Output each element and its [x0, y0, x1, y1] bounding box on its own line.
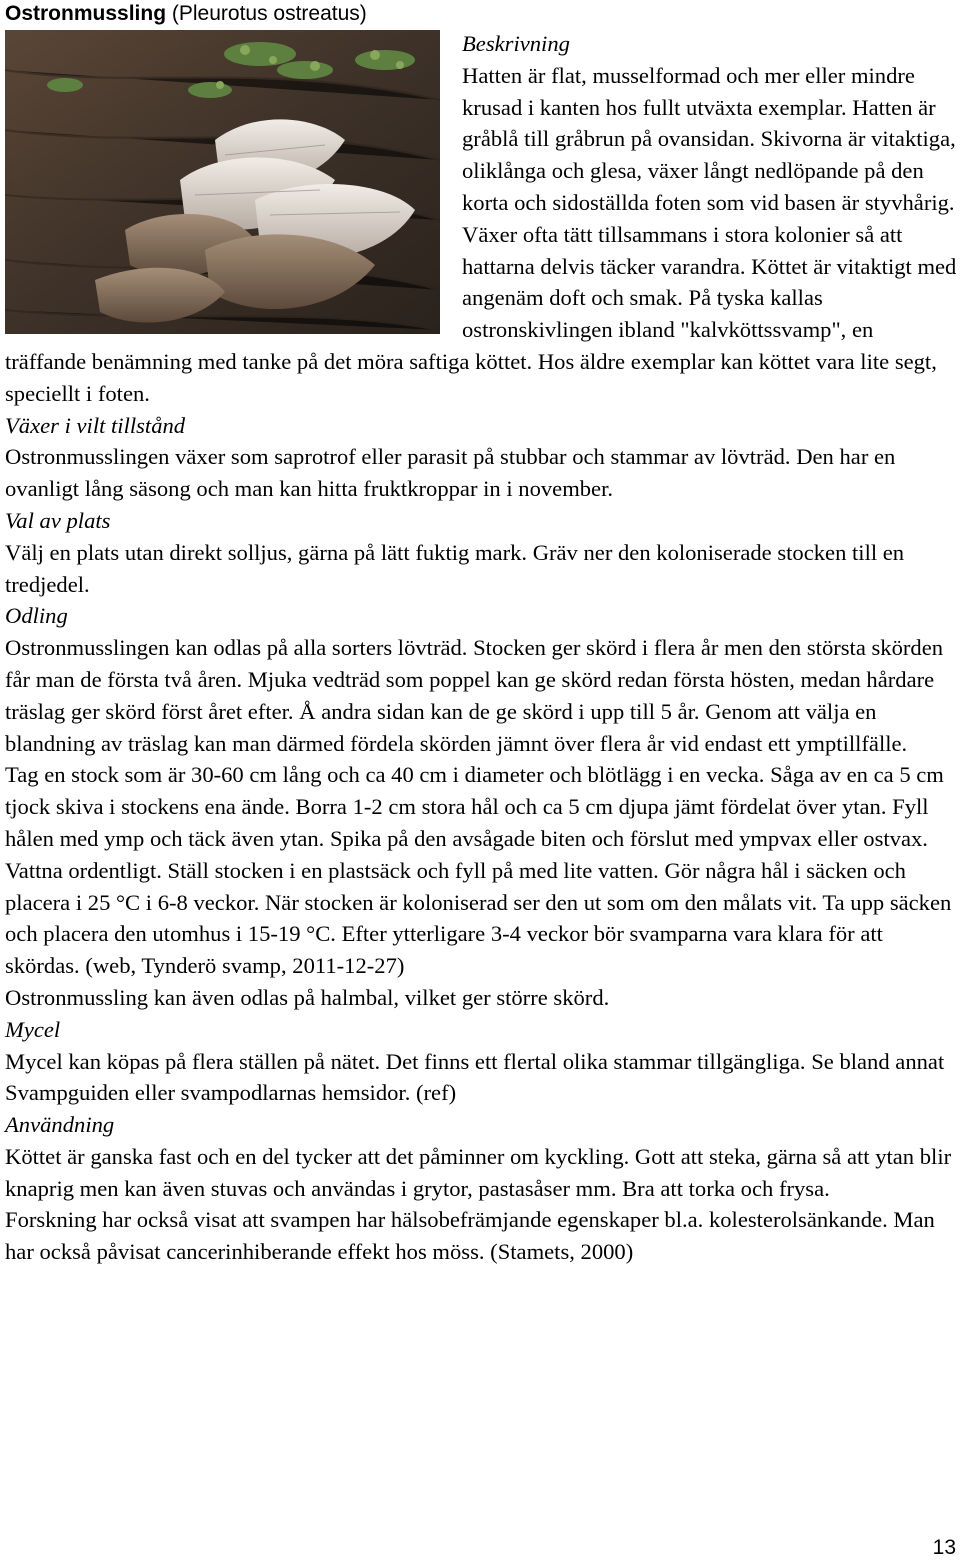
oyster-mushroom-illustration [5, 30, 440, 334]
section-anvandning [5, 1109, 957, 1268]
paragraph-odling-3: Ostronmussling kan även odlas på halmbal, vilket ger större skörd. [5, 984, 610, 1010]
document-body [5, 28, 957, 1268]
paragraph-odling-2: Tag en stock som är 30-60 cm lång och ca 40 cm i diameter och blötlägg i en vecka. Såga av en ca 5 cm tjock skiva i stockens ena ände. Borra 1-2 cm stora hål och ca 5 cm djupa jämt fördelat över ytan. Fyll hålen med ymp och täck även ytan. Spika på den avsågade biten och förslut med ympvax eller ostvax. Vattna ordentligt. Ställ stocken i en plastsäck och fyll på med lite vatten. Gör några hål i säcken och placera i 25 °C i 6-8 veckor. När stocken är koloniserad ser den ut som om den målats vit. Ta upp säcken och placera den utomhus i 15-19 °C. Efter ytterligare 3-4 veckor bör svamparna vara klara för att skördas. (web, Tynderö svamp, 2011-12-27) [5, 762, 952, 979]
paragraph-val-av-plats: Välj en plats utan direkt solljus, gärna på lätt fuktig mark. Gräv ner den koloniserade stocken till en tredjedel. [5, 539, 905, 597]
page-number: 13 [932, 1536, 956, 1559]
paragraph-mycel: Mycel kan köpas på flera ställen på nätet. Det finns ett flertal olika stammar tillgängliga. Se bland annat Svampguiden eller svampodlarnas hemsidor. (ref) [5, 1048, 945, 1106]
species-name: Ostronmussling [5, 2, 167, 25]
paragraph-anvandning-1: Köttet är ganska fast och en del tycker att det påminner om kyckling. Gott att steka, gärna så att ytan blir knaprig men kan även stuvas och användas i grytor, pastasåser mm. Bra att torka och frysa. [5, 1143, 952, 1201]
mushroom-photo [5, 30, 440, 334]
paragraph-vaxer-vilt: Ostronmusslingen växer som saprotrof eller parasit på stubbar och stammar av lövträd. Den har en ovanligt lång säsong och man kan hitta fruktkroppar in i november. [5, 444, 896, 502]
section-vaxer-vilt [5, 410, 957, 505]
section-heading-beskrivning: Beskrivning [462, 31, 570, 56]
section-heading-anvandning: Användning [5, 1112, 115, 1138]
section-heading-vaxer-vilt: Växer i vilt tillstånd [5, 412, 186, 438]
section-odling [5, 600, 957, 1013]
document-title [5, 0, 957, 28]
paragraph-odling-1: Ostronmusslingen kan odlas på alla sorters lövträd. Stocken ger skörd i flera år men den största skörden får man de första två åren. Mjuka vedträd som poppel kan ge skörd redan första hösten, medan hårdare träslag ger skörd först året efter. Å andra sidan kan de ge skörd i upp till 5 år. Genom att välja en blandning av träslag kan man därmed fördela skörden jämnt över flera år vid endast ett ymptillfälle. [5, 635, 944, 756]
section-heading-mycel: Mycel [5, 1016, 61, 1042]
section-mycel [5, 1014, 957, 1109]
paragraph-beskrivning: Hatten är flat, musselformad och mer eller mindre krusad i kanten hos fullt utväxta exemplar. Hatten är gråblå till gråbrun på ovansidan. Skivorna är vitaktiga, oliklånga och glesa, växer långt nedlöpande på den korta och sidoställda foten som vid basen är styvhårig. Växer ofta tätt tillsammans i stora kolonier så att hattarna delvis täcker varandra. Köttet är vitaktigt med angenäm doft och smak. På tyska kallas ostronskivlingen ibland "kalvköttssvamp", en träffande benämning med tanke på det möra saftiga köttet. Hos äldre exemplar kan köttet vara lite segt, speciellt i foten. [5, 62, 957, 406]
section-heading-val-av-plats: Val av plats [5, 507, 111, 533]
paragraph-anvandning-2: Forskning har också visat att svampen har hälsobefrämjande egenskaper bl.a. kolesterolsänkande. Man har också påvisat cancerinhiberande effekt hos möss. (Stamets, 2000) [5, 1207, 935, 1265]
latin-name: (Pleurotus ostreatus) [171, 2, 367, 25]
section-val-av-plats [5, 505, 957, 600]
section-heading-odling: Odling [5, 603, 68, 629]
document-page [5, 0, 957, 1268]
